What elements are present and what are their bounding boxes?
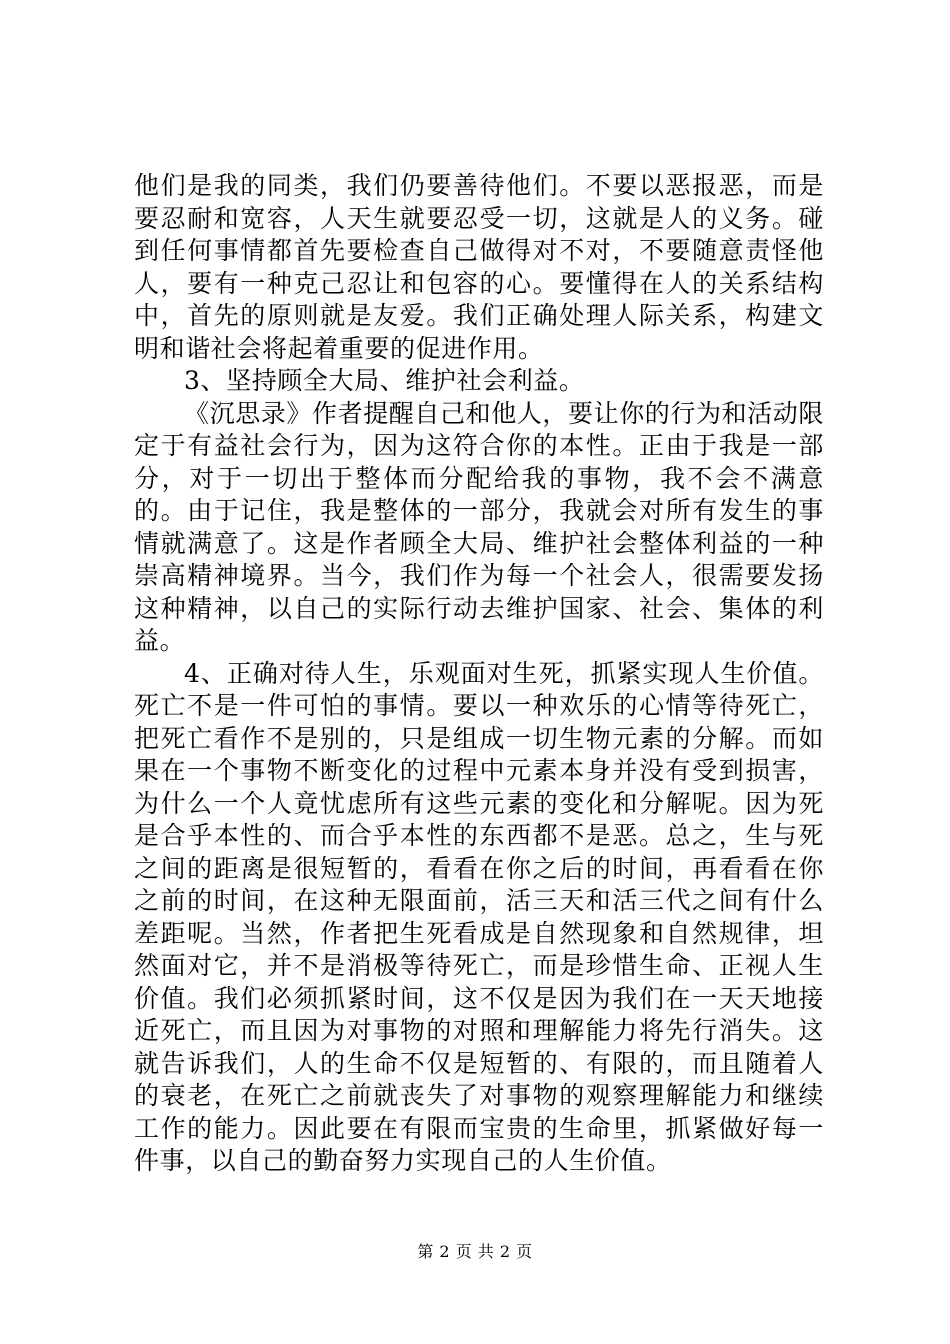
- page-footer: 第 2 页 共 2 页: [417, 1242, 533, 1261]
- paragraph-2-heading: 3、坚持顾全大局、维护社会利益。: [184, 366, 585, 395]
- document-body: [134, 170, 824, 1178]
- paragraph-3: 《沉思录》作者提醒自己和他人，要让你的行为和活动限定于有益社会行为，因为这符合你的本性。正由于我是一部分，对于一切出于整体而分配给我的事物，我不会不满意的。由于记住，我是整体的一部分，我就会对所有发生的事情就满意了。这是作者顾全大局、维护社会整体利益的一种崇高精神境界。当今，我们作为每一个社会人，很需要发扬这种精神，以自己的实际行动去维护国家、社会、集体的利益。: [134, 398, 825, 655]
- paragraph-1: 他们是我的同类，我们仍要善待他们。不要以恶报恶，而是要忍耐和宽容，人天生就要忍受一切，这就是人的义务。碰到任何事情都首先要检查自己做得对不对，不要随意责怪他人，要有一种克己忍让和包容的心。要懂得在人的关系结构中，首先的原则就是友爱。我们正确处理人际关系，构建文明和谐社会将起着重要的促进作用。: [134, 171, 824, 363]
- paragraph-4: 4、正确对待人生，乐观面对生死，抓紧实现人生价值。死亡不是一件可怕的事情。要以一种欢乐的心情等待死亡，把死亡看作不是别的，只是组成一切生物元素的分解。而如果在一个事物不断变化的过程中元素本身并没有受到损害，为什么一个人竟忧虑所有这些元素的变化和分解呢。因为死是合乎本性的、而合乎本性的东西都不是恶。总之，生与死之间的距离是很短暂的，看看在你之后的时间，再看看在你之前的时间，在这种无限面前，活三天和活三代之间有什么差距呢。当然，作者把生死看成是自然现象和自然规律，坦然面对它，并不是消极等待死亡，而是珍惜生命、正视人生价值。我们必须抓紧时间，这不仅是因为我们在一天天地接近死亡，而且因为对事物的对照和理解能力将先行消失。这就告诉我们，人的生命不仅是短暂的、有限的，而且随着人的衰老，在死亡之前就丧失了对事物的观察理解能力和继续工作的能力。因此要在有限而宝贵的生命里，抓紧做好每一件事，以自己的勤奋努力实现自己的人生价值。: [134, 658, 824, 1175]
